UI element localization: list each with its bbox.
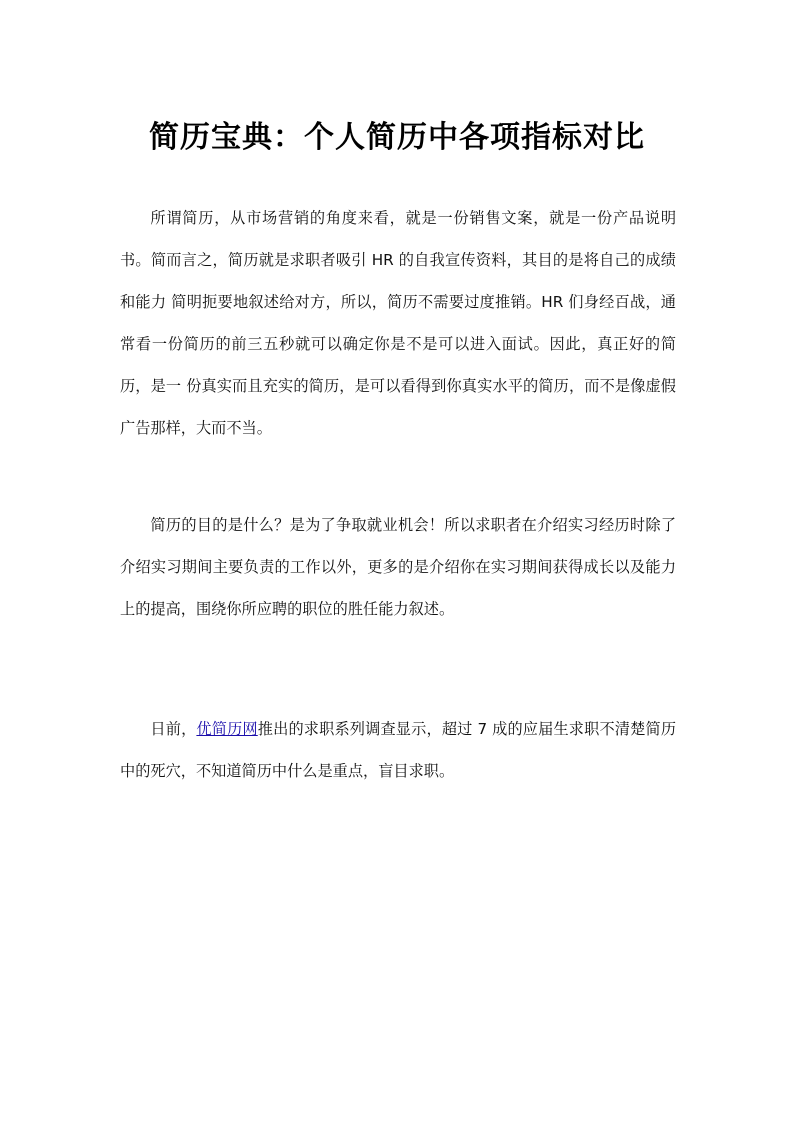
paragraph-survey (120, 708, 676, 792)
survey-text-rest: 推出的求职系列调查显示，超过 7 成的应届生求职不清楚简历中的死穴，不知道简历中什么是重点，盲目求职。 (120, 720, 677, 780)
document-title: 简历宝典：个人简历中各项指标对比 (149, 120, 645, 156)
paragraph-resume-definition: 所谓简历，从市场营销的角度来看，就是一份销售文案，就是一份产品说明书。简而言之，简历就是求职者吸引 HR 的自我宣传资料，其目的是将自己的成绩和能力 简明扼要地叙述给对方，所以，简历不需要过度推销。HR 们身经百战，通常看一份简历的前三五秒就可以确定你是不是可以进入面试。因此，真正好的简历，是一 份真实而且充实的简历，是可以看得到你真实水平的简历，而不是像虚假广告那样，大而不当。 (120, 209, 676, 437)
website-link[interactable]: 优简历网 (196, 720, 258, 738)
paragraph-resume-purpose: 简历的目的是什么？是为了争取就业机会！所以求职者在介绍实习经历时除了介绍实习期间主要负责的工作以外，更多的是介绍你在实习期间获得成长以及能力上的提高，围绕你所应聘的职位的胜任能力叙述。 (120, 516, 676, 618)
survey-text-start: 日前， (150, 720, 197, 738)
